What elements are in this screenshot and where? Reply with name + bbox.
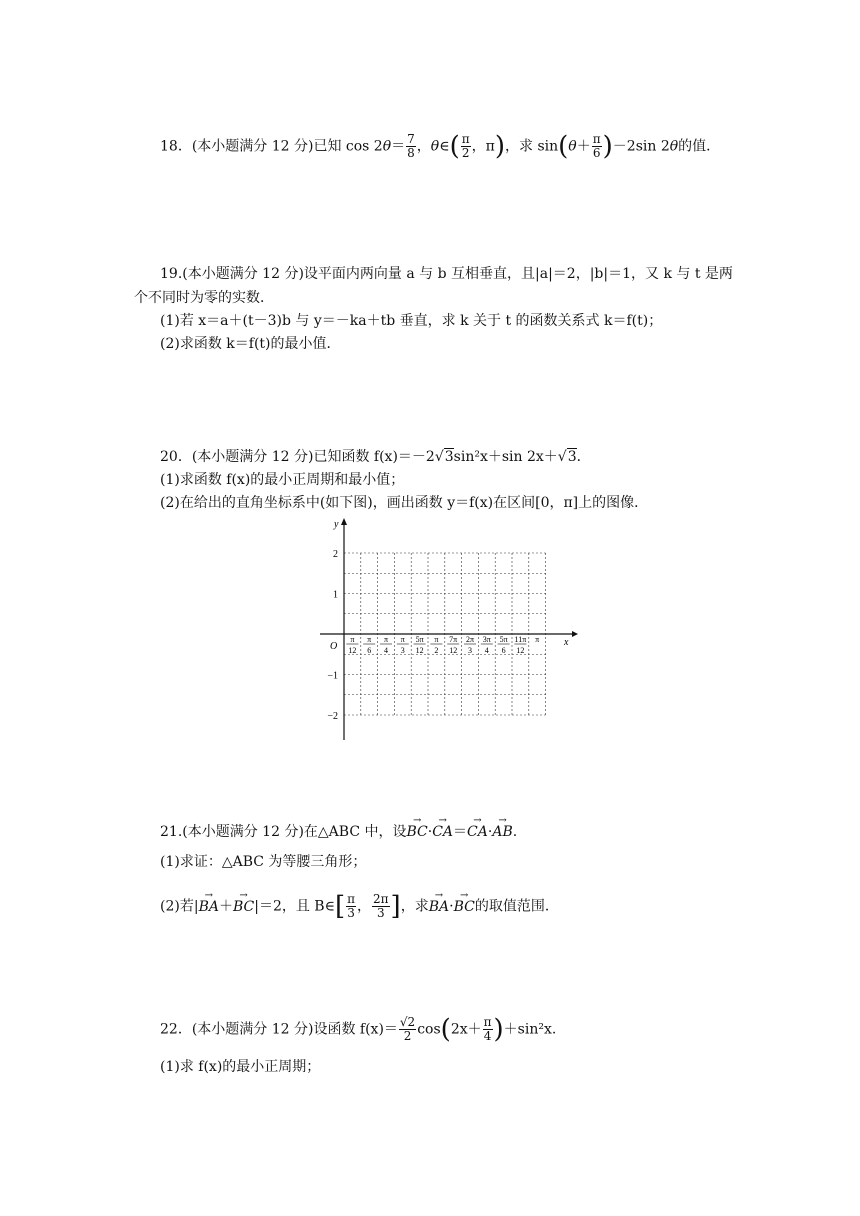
question-21-line1: [160, 822, 517, 842]
left-bracket: (: [449, 131, 460, 162]
fraction-numerator: π: [461, 132, 470, 146]
fraction-numerator: 2π: [373, 892, 389, 906]
right-bracket: ]: [390, 891, 401, 922]
x-tick-denominator: 12: [415, 646, 424, 655]
x-tick-numerator: 3π: [482, 635, 491, 644]
question-19-line1: 19.(本小题满分 12 分)设平面内两向量 a 与 b 互相垂直，且|a|＝2，|b|＝1，又 k 与 t 是两: [160, 266, 733, 282]
right-paren: ): [602, 131, 613, 162]
theta-domain: θ∈: [430, 138, 450, 155]
fraction-denominator: 4: [483, 1029, 492, 1043]
question-20-part2: (2)在给出的直角坐标系中(如下图)，画出函数 y＝f(x)在区间[0，π]上的图像．: [160, 495, 649, 511]
q21-end: .: [512, 824, 518, 840]
plus-sign: ＋: [218, 898, 233, 915]
q18-head: 18．(本小题满分 12 分)已知 cos 2: [160, 138, 383, 155]
q21-condition: |＝2，且 B∈: [254, 898, 335, 915]
question-20-part1: (1)求函数 f(x)的最小正周期和最小值；: [160, 472, 405, 488]
x-tick-denominator: 12: [348, 646, 357, 655]
q21-head: 21.(本小题满分 12 分)在△ABC 中，设: [160, 824, 407, 840]
q20-head: 20．(本小题满分 12 分)已知函数 f(x)＝－2: [160, 449, 435, 465]
x-tick-denominator: 4: [484, 646, 489, 655]
sqrt-symbol: √: [434, 449, 444, 465]
right-bracket: ): [494, 131, 505, 162]
theta-symbol: θ: [669, 138, 679, 155]
q22-tail: ＋sin²x.: [503, 1021, 557, 1038]
q22-argument: 2x＋: [450, 1021, 482, 1038]
dot-operator: ·: [449, 898, 454, 915]
fraction-denominator: 2: [461, 146, 470, 160]
x-tick-denominator: 3: [468, 646, 472, 655]
q18-ask: ，求 sin: [505, 138, 559, 155]
fraction-pi-6: [592, 133, 602, 160]
x-tick-numerator: π: [400, 635, 405, 644]
y-axis-arrow: [341, 518, 347, 525]
x-tick-numerator: 7π: [449, 635, 458, 644]
q18-interval-end: ，π: [471, 138, 495, 155]
x-tick-numerator: π: [535, 635, 540, 644]
plus-sign: ＋: [576, 138, 591, 155]
x-tick-denominator: 6: [501, 646, 506, 655]
question-21-part2: [160, 893, 559, 920]
q18-separator: ，: [416, 138, 431, 155]
vector-bc: → BC: [233, 897, 254, 917]
y-tick-label: 1: [333, 589, 338, 601]
origin-label: O: [330, 641, 338, 652]
q21-part2-head: (2)若|: [160, 898, 199, 915]
x-axis-label: x: [564, 637, 569, 648]
fraction-sqrt2-2: [399, 1016, 416, 1043]
fraction-numerator: √2: [399, 1015, 416, 1029]
x-axis-arrow: [572, 631, 578, 637]
equals-sign: ＝: [453, 824, 468, 840]
vector-ba: → BA: [429, 897, 449, 917]
theta-symbol: θ: [382, 138, 392, 155]
sqrt-radicand: 3: [444, 449, 454, 465]
q18-end: 的值．: [678, 138, 721, 155]
y-axis-label: y: [334, 519, 339, 530]
fraction-denominator: 2: [403, 1029, 412, 1043]
fraction-denominator: 3: [347, 906, 355, 920]
fraction-pi-4: [483, 1016, 493, 1043]
dot-operator: ·: [487, 824, 493, 840]
q18-tail: －2sin 2: [612, 138, 670, 155]
x-tick-numerator: 5π: [415, 635, 424, 644]
comma: ，: [357, 898, 372, 915]
cos-function: cos: [417, 1021, 441, 1038]
fraction-numerator: π: [483, 1015, 492, 1029]
q21-ask: ，求: [400, 898, 429, 915]
fraction-numerator: π: [592, 132, 601, 146]
x-tick-denominator: 3: [400, 646, 405, 655]
sqrt-radicand: 3: [567, 449, 577, 465]
q20-middle: sin²x＋sin 2x＋: [453, 449, 558, 465]
question-18: [160, 133, 720, 160]
question-19-line2: 个不同时为零的实数．: [134, 290, 274, 306]
question-20-line1: [160, 447, 591, 467]
vector-ba: → BA: [199, 897, 219, 917]
theta-symbol: θ: [568, 138, 577, 155]
x-tick-labels: [346, 635, 539, 655]
question-22-part1: (1)求 f(x)的最小正周期；: [160, 1059, 321, 1075]
dot-operator: ·: [427, 824, 433, 840]
x-tick-numerator: π: [350, 635, 355, 644]
x-tick-denominator: 6: [367, 646, 372, 655]
vector-bc: → BC: [407, 822, 428, 842]
vector-ca: → CA: [432, 822, 453, 842]
sqrt-symbol: √: [557, 449, 567, 465]
question-22-line1: [160, 1016, 556, 1043]
x-tick-denominator: 12: [516, 646, 525, 655]
x-tick-numerator: 5π: [499, 635, 508, 644]
fraction-pi-2: [461, 133, 471, 160]
question-19-part2: (2)求函数 k＝f(t)的最小值．: [160, 336, 341, 352]
fraction-denominator: 8: [407, 146, 415, 160]
fraction-2pi-3: [372, 893, 390, 920]
question-19-part1: (1)若 x＝a＋(t－3)b 与 y＝－ka＋tb 垂直，求 k 关于 t 的函数关系式 k＝f(t)；: [160, 313, 663, 329]
q21-end: 的取值范围．: [474, 898, 559, 915]
fraction-denominator: 6: [592, 146, 601, 160]
left-paren: (: [558, 131, 569, 162]
vector-ca: → CA: [467, 822, 488, 842]
right-paren: ): [493, 1014, 504, 1045]
x-tick-numerator: π: [367, 635, 372, 644]
fraction-denominator: 3: [376, 906, 385, 920]
left-paren: (: [440, 1014, 451, 1045]
x-tick-numerator: π: [434, 635, 439, 644]
coordinate-grid: [310, 515, 580, 745]
fraction-numerator: 7: [407, 132, 415, 146]
q18-equals: ＝: [391, 138, 406, 155]
question-21-part1: (1)求证：△ABC 为等腰三角形；: [160, 854, 367, 870]
vector-ab: → AB: [492, 822, 512, 842]
y-tick-label: 2: [333, 549, 338, 560]
fraction-numerator: π: [347, 892, 356, 906]
x-tick-denominator: 4: [384, 646, 388, 655]
x-tick-numerator: 11π: [514, 635, 527, 644]
y-tick-label: −1: [327, 670, 338, 682]
q22-head: 22．(本小题满分 12 分)设函数 f(x)＝: [160, 1021, 398, 1038]
y-tick-label: −2: [327, 711, 338, 722]
x-tick-numerator: 2π: [465, 635, 475, 644]
fraction-pi-3: [346, 893, 356, 920]
y-tick-labels: [327, 549, 338, 722]
fraction-7-8: [406, 133, 416, 160]
left-bracket: [: [334, 891, 346, 922]
x-tick-denominator: 12: [449, 646, 458, 655]
vector-bc: → BC: [454, 897, 475, 917]
q20-end: ．: [576, 449, 591, 465]
x-tick-denominator: 2: [434, 646, 439, 655]
x-tick-numerator: π: [383, 635, 389, 644]
